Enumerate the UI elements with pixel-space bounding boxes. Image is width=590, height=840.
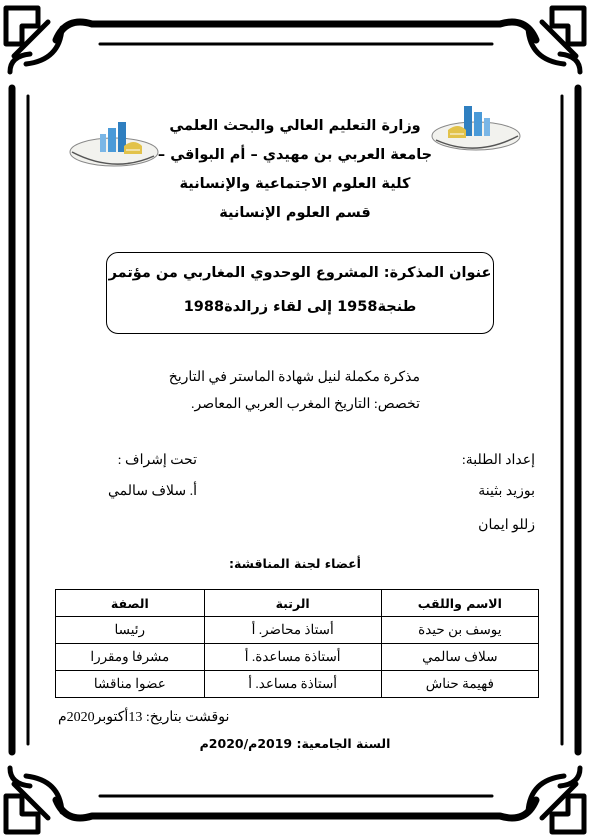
table-row: [56, 671, 539, 698]
thesis-title-box: [106, 252, 494, 334]
committee-heading: أعضاء لجنة المناقشة:: [229, 556, 361, 571]
member-name: يوسف بن حيدة: [381, 617, 538, 644]
member-role: عضوا مناقشا: [56, 671, 205, 698]
member-role: مشرفا ومقررا: [56, 644, 205, 671]
ministry-name: وزارة التعليم العالي والبحث العلمي: [169, 118, 421, 134]
department-name: قسم العلوم الإنسانية: [219, 205, 371, 221]
member-name: سلاف سالمي: [381, 644, 538, 671]
table-row: [56, 617, 539, 644]
member-rank: أستاذ محاضر. أ: [204, 617, 381, 644]
table-row: [56, 644, 539, 671]
student-name-2: زللو ايمان: [478, 518, 535, 533]
table-header-row: [56, 590, 539, 617]
university-logo-left: [68, 116, 160, 174]
column-header-name: الاسم واللقب: [381, 590, 538, 617]
defense-date: نوقشت بتاريخ: 13أكتوبر2020م: [58, 710, 230, 725]
supervision-label: تحت إشراف :: [117, 453, 197, 468]
university-name: جامعة العربي بن مهيدي – أم البواقي –: [157, 147, 433, 163]
students-label: إعداد الطلبة:: [461, 453, 535, 468]
column-header-role: الصفة: [56, 590, 205, 617]
supervisor-name: أ. سلاف سالمي: [107, 484, 197, 499]
committee-table: [55, 589, 539, 698]
member-role: رئيسا: [56, 617, 205, 644]
member-rank: أستاذة مساعد. أ: [204, 671, 381, 698]
student-name-1: بوزيد بثينة: [478, 484, 535, 499]
degree-statement: مذكرة مكملة لنيل شهادة الماستر في التاريخ: [168, 370, 420, 385]
university-logo-right: [430, 100, 522, 158]
member-name: فهيمة حناش: [381, 671, 538, 698]
column-header-rank: الرتبة: [204, 590, 381, 617]
member-rank: أستاذة مساعدة. أ: [204, 644, 381, 671]
institution-header: [150, 112, 440, 228]
thesis-title-line-1: عنوان المذكرة: المشروع الوحدوي المغاربي من مؤتمر: [108, 265, 492, 281]
faculty-name: كلية العلوم الاجتماعية والإنسانية: [179, 176, 411, 192]
academic-year: السنة الجامعية: 2019م/2020م: [199, 736, 391, 751]
thesis-title-line-2: طنجة1958 إلى لقاء زرالدة1988: [183, 299, 417, 315]
specialty-statement: تخصص: التاريخ المغرب العربي المعاصر.: [191, 397, 420, 412]
